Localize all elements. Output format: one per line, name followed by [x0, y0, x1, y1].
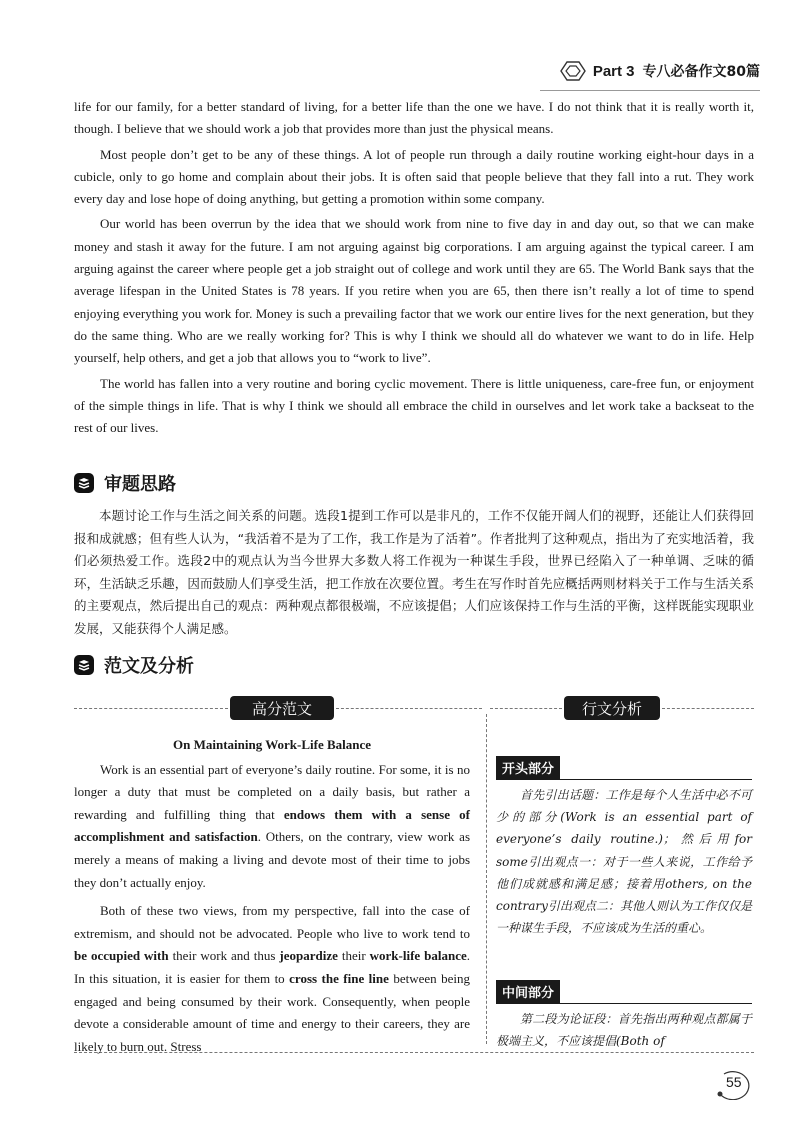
- analysis-note: 首先引出话题：工作是每个人生活中必不可少的部分(Work is an essential part of everyone’s daily routine.)；然后用for some引出观点一：对于一些人来说，工作给予他们成就感和满足感；接着用others, on the contrary引出观点二：其他人则认为工作仅仅是一种谋生手段，不应该成为生活的重心。: [496, 788, 752, 936]
- section-heading-text: 范文及分析: [104, 656, 194, 677]
- divider: [662, 708, 754, 709]
- essay-text: . In this situation, it is easier for them to: [74, 948, 471, 986]
- divider: [336, 708, 482, 709]
- section-heading-analysis: [74, 470, 176, 496]
- analysis-note: 第二段为论证段：首先指出两种观点都属于极端主义，不应该提倡(Both of: [496, 1012, 752, 1049]
- section-heading-essay: [74, 652, 194, 678]
- tab-writing-analysis: 行文分析: [564, 696, 660, 720]
- body-paragraph: life for our family, for a better standard of living, for a better life than the one we have. I do not think that it is really worth it, though. I believe that we should work a job that provides more than just the physical means.: [74, 99, 754, 137]
- essay-text: . Others, on the contrary, view work as merely a means of making a living and devote most of their time to jobs they don’t actually enjoy.: [74, 829, 470, 890]
- essay-paragraph: [74, 759, 470, 895]
- section-title: 专八必备作文80篇: [642, 64, 760, 80]
- page-number: [714, 1068, 754, 1100]
- body-paragraph: Most people don’t get to be any of these things. A lot of people run through a daily routine working eight-hour days in a cubicle, only to go home and complain about their jobs. It is often said that people believe that they fall into a rut. They work every day and lose hope of doing anything, but getting a promotion within some company.: [74, 146, 754, 207]
- tag-rule: [496, 756, 752, 780]
- logo-icon: [557, 59, 587, 83]
- key-phrase: jeopardize: [279, 948, 338, 964]
- tag-opening: 开头部分: [496, 756, 560, 779]
- essay-text: Work is an essential part of everyone’s daily routine. For some, it is no longer a duty that must be completed on a daily basis, but rather a rewarding and fulfilling thing that: [74, 761, 470, 822]
- column-divider: [486, 714, 487, 1044]
- essay-paragraph: [74, 900, 470, 1058]
- analysis-paragraph: 本题讨论工作与生活之间关系的问题。选段1提到工作可以是非凡的，工作不仅能开阔人们的视野，还能让人们获得回报和成就感；但有些人认为，“我活着不是为了工作，我工作是为了活着”。作者批判了这种观点，指出为了充实地活着，我们必须热爱工作。选段2中的观点认为当今世界大多数人将工作视为一种谋生手段，世界已经陷入了一种单调、乏味的循环，生活缺乏乐趣，因而鼓励人们享受生活，把工作放在次要位置。考生在写作时首先应概括两则材料关于工作与生活关系的主要观点，然后提出自己的观点：两种观点都很极端，不应该提倡；人们应该保持工作与生活的平衡，这样既能实现职业发展，又能获得个人满足感。: [74, 508, 754, 636]
- header-rule: [540, 90, 760, 91]
- tag-rule: [496, 980, 752, 1004]
- key-phrase: endows them with a sense of accomplishment and satisfaction: [74, 806, 470, 845]
- essay-text: between being engaged and being consumed by their work. Consequently, when people devote a considerable amount of time and energy to their careers, they are likely to burn out. Stress: [74, 970, 470, 1054]
- tag-middle: 中间部分: [496, 980, 560, 1003]
- essay-text: Both of these two views, from my perspective, fall into the case of extremism, and should not be advocated. People who live to work tend to: [74, 903, 470, 941]
- key-phrase: be occupied with: [74, 948, 169, 964]
- page-header: [540, 56, 760, 86]
- book-icon: [74, 473, 94, 493]
- divider: [490, 708, 562, 709]
- essay-title: On Maintaining Work-Life Balance: [172, 737, 372, 752]
- body-text: [74, 96, 754, 442]
- book-icon: [74, 655, 94, 675]
- essay-text: their work and thus: [168, 948, 280, 964]
- body-paragraph: Our world has been overrun by the idea that we should work from nine to five day in and day out, so that we can make money and stash it away for the future. I am not arguing against big corporations. I am arguing against the typical career. I am arguing against the career where people get a job straight out of college and work until they are 65. The World Bank says that the average lifespan in the United States is 78 years. If you retire when you are 65, then there isn’t really a lot of time to spend enjoying everything you work for. Money is such a prevailing factor that we work our entire lives for the next generation, but they do the same thing. Who are we really working for? This is why I think we should all do whatever we want to do in life. Help yourself, help others, and get a job that allows you to “work to live”.: [74, 216, 754, 366]
- key-phrase: work-life balance: [369, 948, 467, 964]
- analysis-opening: [496, 756, 752, 939]
- divider: [74, 708, 228, 709]
- analysis-middle: [496, 980, 752, 1052]
- tab-sample-essay: 高分范文: [230, 696, 334, 720]
- key-phrase: cross the fine line: [289, 970, 389, 986]
- body-paragraph: The world has fallen into a very routine and boring cyclic movement. There is little uniqueness, care-free fun, or enjoyment of the simple things in life. That is why I think we should all embrace the child in ourselves and let work take a backseat to the rest of our lives.: [74, 375, 754, 436]
- sample-essay: [74, 734, 470, 1064]
- section-heading-text: 审题思路: [104, 474, 176, 495]
- part-label: Part 3: [592, 62, 635, 80]
- essay-text: their: [337, 948, 370, 964]
- page-number-text: 55: [726, 1074, 742, 1090]
